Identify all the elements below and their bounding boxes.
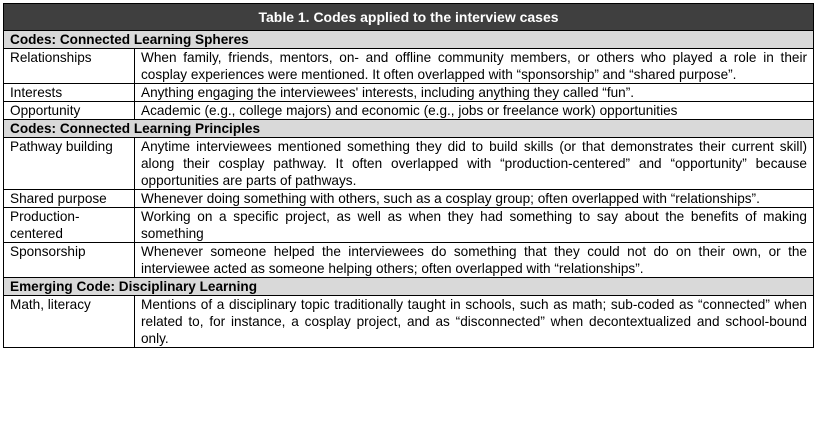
description-cell: When family, friends, mentors, on- and offline community members, or others who played a role in their cosplay experiences were mentioned. It often overlapped with “sponsorship” and “shared purpose”. xyxy=(135,49,814,84)
section-heading-row xyxy=(4,278,814,296)
section-heading: Emerging Code: Disciplinary Learning xyxy=(4,278,814,296)
description-cell: Whenever doing something with others, such as a cosplay group; often overlapped with “relationships”. xyxy=(135,190,814,208)
table-title-row xyxy=(4,4,814,31)
description-cell: Academic (e.g., college majors) and economic (e.g., jobs or freelance work) opportunities xyxy=(135,102,814,120)
table-row xyxy=(4,84,814,102)
table-title: Table 1. Codes applied to the interview cases xyxy=(4,4,814,31)
section-heading-row xyxy=(4,31,814,49)
table-row xyxy=(4,190,814,208)
table-row xyxy=(4,102,814,120)
section-heading: Codes: Connected Learning Spheres xyxy=(4,31,814,49)
code-cell: Production-centered xyxy=(4,208,135,243)
code-cell: Pathway building xyxy=(4,138,135,190)
code-cell: Interests xyxy=(4,84,135,102)
table-row xyxy=(4,243,814,278)
description-cell: Anything engaging the interviewees' interests, including anything they called “fun”. xyxy=(135,84,814,102)
table-row xyxy=(4,296,814,348)
section-heading: Codes: Connected Learning Principles xyxy=(4,120,814,138)
code-cell: Shared purpose xyxy=(4,190,135,208)
table-row xyxy=(4,138,814,190)
description-cell: Working on a specific project, as well as when they had something to say about the benefits of making something xyxy=(135,208,814,243)
code-cell: Opportunity xyxy=(4,102,135,120)
code-cell: Sponsorship xyxy=(4,243,135,278)
table-row xyxy=(4,49,814,84)
description-cell: Whenever someone helped the interviewees do something that they could not do on their own, or the interviewee acted as someone helping others; often overlapped with “relationships”. xyxy=(135,243,814,278)
table-row xyxy=(4,208,814,243)
description-cell: Anytime interviewees mentioned something they did to build skills (or that demonstrates their current skill) along their cosplay pathway. It often overlapped with “production-centered” and “opportunity” because opportunities are parts of pathways. xyxy=(135,138,814,190)
section-heading-row xyxy=(4,120,814,138)
code-cell: Relationships xyxy=(4,49,135,84)
code-cell: Math, literacy xyxy=(4,296,135,348)
codes-table xyxy=(3,3,814,348)
description-cell: Mentions of a disciplinary topic traditionally taught in schools, such as math; sub-coded as “connected” when related to, for instance, a cosplay project, and as “disconnected” when decontextualized and school-bound only. xyxy=(135,296,814,348)
